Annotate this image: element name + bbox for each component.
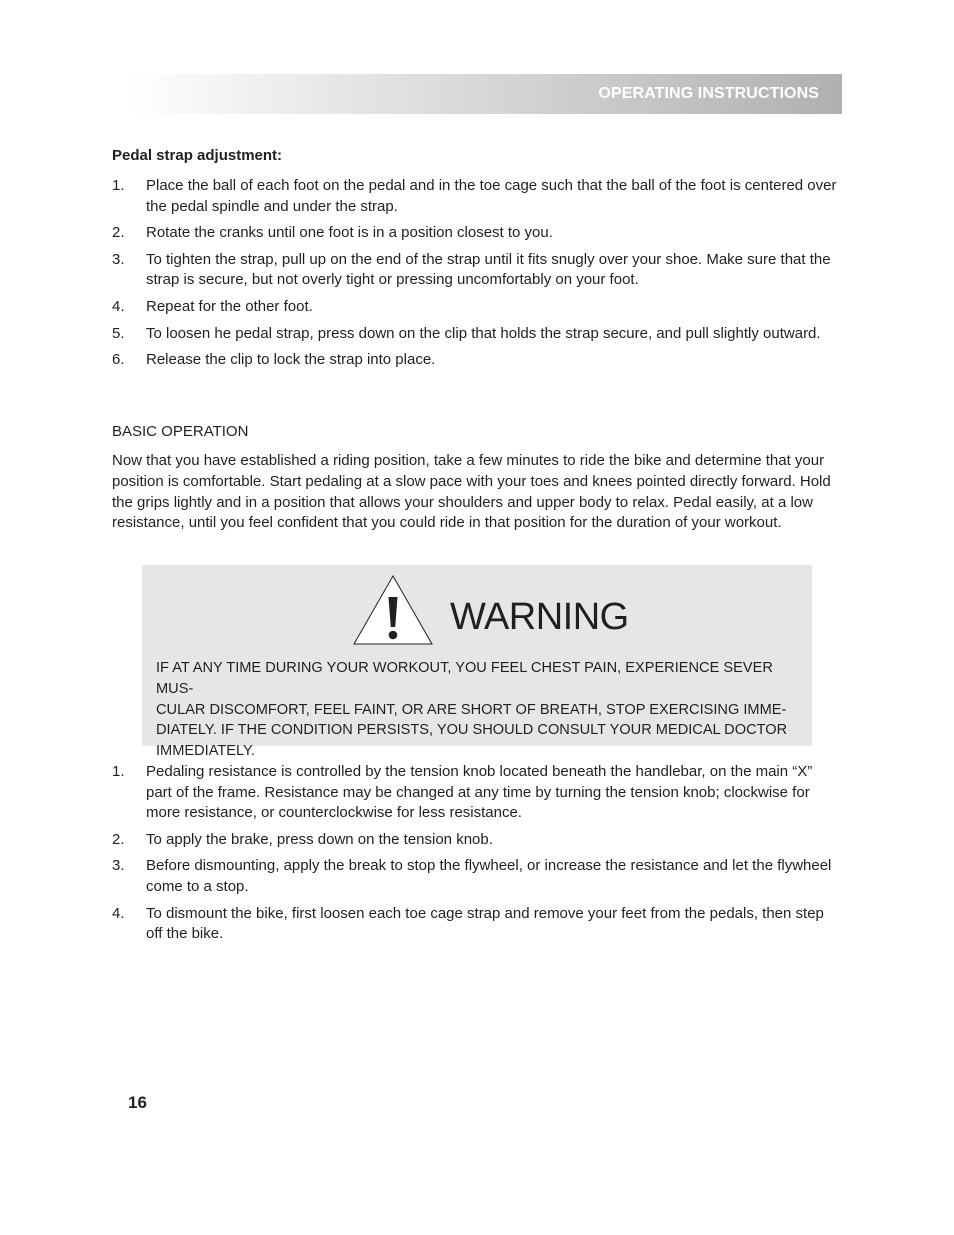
- warning-text: IF AT ANY TIME DURING YOUR WORKOUT, YOU FEEL CHEST PAIN, EXPERIENCE SEVER MUS- CULAR DISCOMFORT, FEEL FAINT, OR ARE SHORT OF BREATH, STOP EXERCISING IMME- DIATELY. IF THE CONDITION PERSISTS, YOU SHOULD CONSULT YOUR MEDICAL DOCTOR IMMEDIATELY.: [156, 660, 788, 760]
- list-text: To dismount the bike, first loosen each toe cage strap and remove your feet from the pedals, then step off the bike.: [146, 904, 824, 943]
- list-text: Release the clip to lock the strap into place.: [146, 351, 436, 369]
- pedal-strap-list: [112, 176, 842, 377]
- warning-title: WARNING: [450, 596, 629, 638]
- basic-operation-heading: BASIC OPERATION: [112, 423, 249, 440]
- list-number: 2.: [112, 830, 125, 848]
- pedal-strap-heading: Pedal strap adjustment:: [112, 147, 283, 164]
- list-text: To tighten the strap, pull up on the end of the strap until it fits snugly over your shoe. Make sure that the strap is secure, but not overly tight or pressing uncomfortably on your foot.: [146, 250, 831, 289]
- list-text: Repeat for the other foot.: [146, 297, 313, 315]
- list-item: [112, 830, 842, 851]
- list-text: Before dismounting, apply the break to stop the flywheel, or increase the resistance and let the flywheel come to a stop.: [146, 857, 832, 895]
- list-number: 1.: [112, 763, 125, 780]
- list-item: [112, 904, 842, 945]
- list-number: 3.: [112, 250, 125, 268]
- list-text: Pedaling resistance is controlled by the tension knob located beneath the handlebar, on the main “X” part of the frame. Resistance may be changed at any time by turning the tension knob; clockwise for more resistance, or counterclockwise for less resistance.: [146, 763, 813, 822]
- list-text: To loosen he pedal strap, press down on the clip that holds the strap secure, and pull slightly outward.: [146, 324, 821, 342]
- list-item: [112, 223, 842, 244]
- list-number: 3.: [112, 857, 125, 875]
- list-number: 5.: [112, 324, 125, 342]
- list-number: 1.: [112, 177, 125, 194]
- list-text: Place the ball of each foot on the pedal and in the toe cage such that the ball of the foot is centered over the pedal spindle and under the strap.: [146, 177, 837, 215]
- list-item: [112, 297, 842, 318]
- header-bar: [128, 74, 842, 114]
- list-text: Rotate the cranks until one foot is in a position closest to you.: [146, 224, 553, 242]
- header-title: OPERATING INSTRUCTIONS: [598, 85, 819, 102]
- warning-box: [142, 565, 812, 760]
- page-number: 16: [128, 1093, 147, 1112]
- list-number: 2.: [112, 224, 125, 242]
- list-text: To apply the brake, press down on the tension knob.: [146, 830, 493, 848]
- list-item: [112, 250, 842, 291]
- basic-operation-paragraph: Now that you have established a riding position, take a few minutes to ride the bike and determine that your position is comfortable. Start pedaling at a slow pace with your toes and knees pointed directly forward. Hold the grips lightly and in a position that allows your shoulders and upper body to relax. Pedal easily, at a low resistance, until you feel confident that you could ride in that position for the duration of your workout.: [112, 452, 831, 532]
- list-number: 4.: [112, 904, 125, 922]
- list-item: [112, 350, 842, 371]
- list-item: [112, 762, 842, 824]
- list-number: 6.: [112, 351, 125, 369]
- list-item: [112, 176, 842, 217]
- list-item: [112, 856, 842, 897]
- warning-triangle-icon: [353, 575, 433, 645]
- list-item: [112, 324, 842, 345]
- list-number: 4.: [112, 297, 125, 315]
- operation-steps-list: [112, 762, 842, 951]
